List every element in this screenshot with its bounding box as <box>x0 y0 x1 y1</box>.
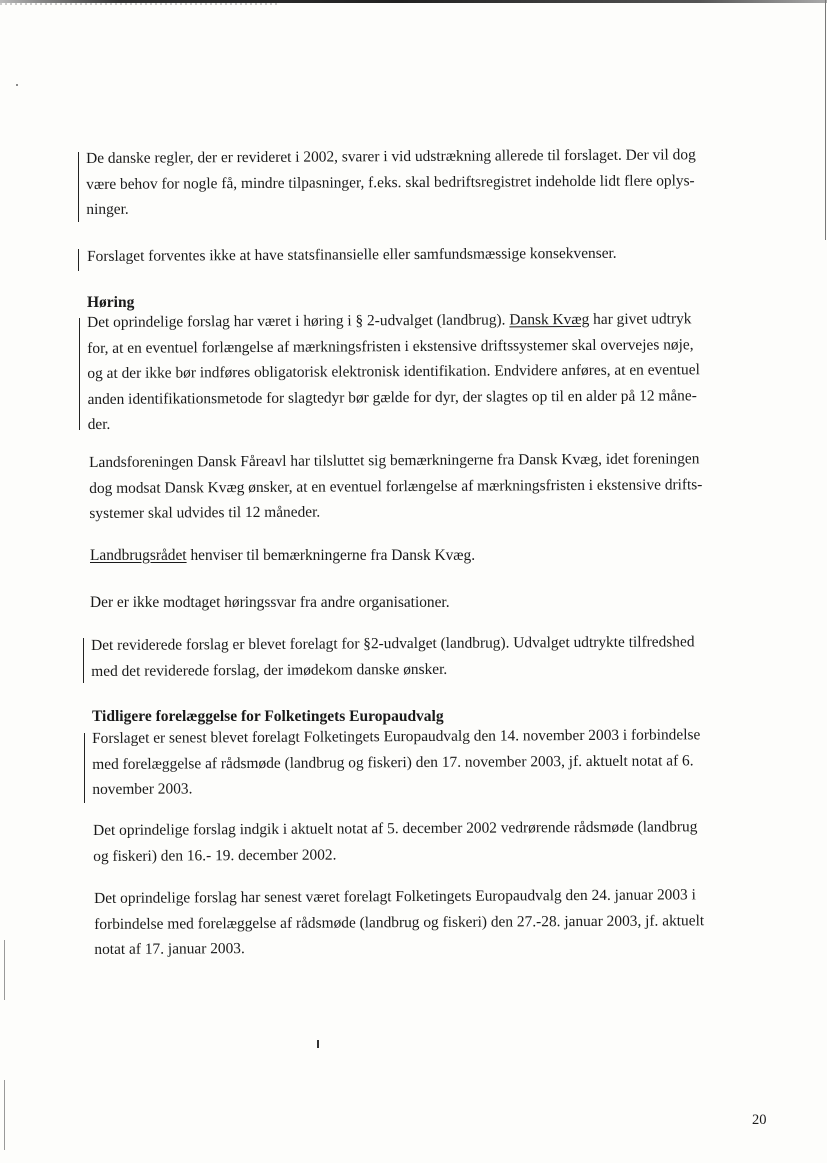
paragraph-original-december <box>93 814 698 869</box>
page-number: 20 <box>752 1112 767 1128</box>
text-line: Der er ikke modtaget høringssvar fra andre organisationer. <box>90 594 450 611</box>
paragraph-latest-presentation <box>92 722 701 802</box>
paragraph-consequences <box>87 241 617 270</box>
text-line: Det oprindelige forslag indgik i aktuelt notat af 5. december 2002 vedrørende rådsmøde (landbrug <box>93 818 698 839</box>
text-line: systemer skal udvides til 12 måneder. <box>89 503 321 522</box>
paragraph-hearing-dansk-kvaeg <box>87 306 700 437</box>
text-line: anden identifikationsmetode for slagtedyr bør gælde for dyr, der slagtes op til en alder på 12 måne- <box>87 386 697 408</box>
text-line: Forslaget forventes ikke at have statsfinansielle eller samfundsmæssige konsekvenser. <box>87 244 617 265</box>
link-landbrugsraadet: Landbrugsrådet <box>90 547 187 564</box>
heading-horing: Høring <box>87 294 135 311</box>
paragraph-faareavl <box>89 446 703 526</box>
text-line <box>90 543 475 569</box>
text-fragment: Det oprindelige forslag har været i høring i § 2-udvalget (landbrug). <box>87 311 510 331</box>
text-line: Det reviderede forslag er blevet forelagt for §2-udvalget (landbrug). Udvalget udtrykte tilfredshed <box>91 633 695 654</box>
paragraph-revised-proposal <box>91 629 695 684</box>
revision-bar <box>78 152 79 222</box>
revision-bar <box>79 318 80 430</box>
text-line: forbindelse med forelæggelse af rådsmøde (landbrug og fiskeri) den 27.-28. januar 2003, jf. aktuelt <box>94 911 705 933</box>
heading-tidligere-forelaeggelse: Tidligere forelæggelse for Folketingets Europaudvalg <box>92 708 444 725</box>
text-line: for, at en eventuel forlængelse af mærkningsfristen i ekstensive driftssystemer skal overvejes nøje, <box>87 335 694 357</box>
text-fragment: har givet udtryk <box>589 310 692 328</box>
text-line: De danske regler, der er revideret i 2002, svarer i vid udstrækning allerede til forslaget. Der vil dog <box>86 146 696 167</box>
text-line: og fiskeri) den 16.- 19. december 2002. <box>93 846 337 865</box>
paragraph-original-january <box>94 882 704 962</box>
text-line: være behov for nogle få, mindre tilpasninger, f.eks. skal bedriftsregistret indeholde lidt flere oplys- <box>86 171 695 193</box>
revision-bar <box>83 638 84 683</box>
scan-right-edge <box>825 0 826 240</box>
text-line: notat af 17. januar 2003. <box>94 940 245 958</box>
scan-speck <box>16 84 18 86</box>
scan-left-edge-mark <box>4 1080 5 1150</box>
text-line: Landsforeningen Dansk Fåreavl har tilsluttet sig bemærkningerne fra Dansk Kvæg, idet foreningen <box>89 450 700 471</box>
text-line: november 2003. <box>92 780 193 798</box>
text-line: Forslaget er senest blevet forelagt Folketingets Europaudvalg den 14. november 2003 i forbindelse <box>92 726 701 747</box>
text-line: med det reviderede forslag, der imødekom danske ønsker. <box>91 660 448 680</box>
text-line: med forelæggelse af rådsmøde (landbrug og fiskeri) den 17. november 2003, jf. aktuelt notat af 6. <box>92 751 694 773</box>
paragraph-no-other-responses <box>90 590 450 616</box>
text-line <box>87 306 700 335</box>
paragraph-regulations <box>86 142 696 222</box>
revision-bar <box>78 249 79 271</box>
scan-top-dots <box>0 3 280 5</box>
text-line: der. <box>87 415 111 433</box>
text-line: dog modsat Dansk Kvæg ønsker, at en eventuel forlængelse af mærkningsfristen i ekstensive drifts- <box>89 475 703 497</box>
link-dansk-kvaeg: Dansk Kvæg <box>509 310 590 329</box>
scan-left-edge-mark <box>4 940 5 1000</box>
revision-bar <box>84 733 85 803</box>
paragraph-landbrugsraadet <box>90 543 475 569</box>
text-fragment: henviser til bemærkningerne fra Dansk Kvæg. <box>186 547 476 564</box>
text-line: og at der ikke bør indføres obligatorisk elektronisk identifikation. Endvidere anføres, at en eventuel <box>87 361 700 382</box>
scan-mark <box>317 1040 319 1048</box>
text-line: Det oprindelige forslag har senest været forelagt Folketingets Europaudvalg den 24. januar 2003 i <box>94 886 696 907</box>
text-line: ninger. <box>86 200 129 218</box>
